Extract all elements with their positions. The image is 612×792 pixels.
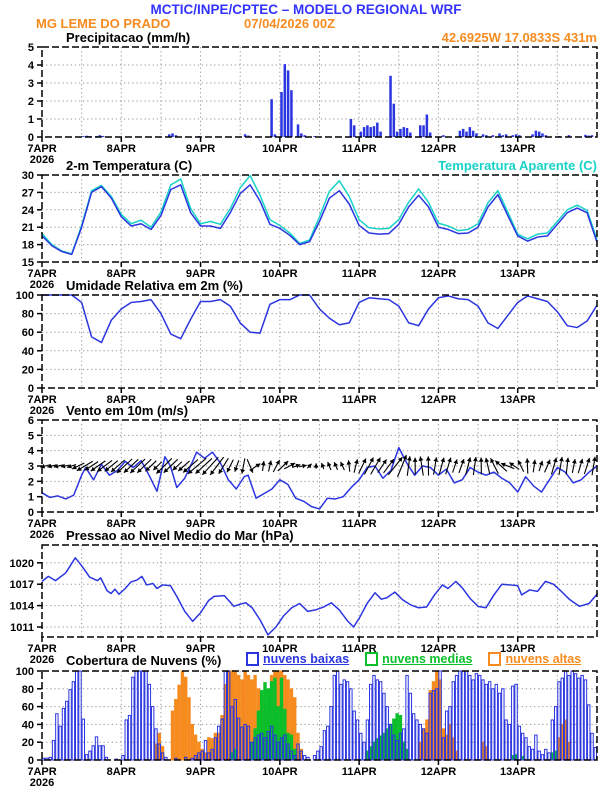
temp-xtick-label: 11APR [341, 268, 377, 280]
wind-xtick-label: 11APR [341, 518, 377, 530]
cloud-bar-nuvens-baixas [416, 720, 418, 760]
precip-ytick-label: 2 [27, 96, 34, 108]
cloud-bar-nuvens-baixas [330, 707, 332, 760]
cloud-bar-nuvens-baixas [465, 671, 467, 760]
wind-ytick-label: 1 [27, 491, 34, 504]
precip-bar [482, 134, 485, 137]
precip-bar [462, 129, 465, 137]
wind-arrow [340, 462, 344, 470]
cloud-bar-nuvens-baixas [492, 689, 494, 760]
panel-title-humidity: Umidade Relativa em 2m (%) [66, 278, 244, 293]
cloud-bar-nuvens-altas [178, 685, 180, 760]
precip-bar [379, 132, 382, 137]
precip-bar [376, 123, 379, 137]
cloud-bar-nuvens-baixas [462, 671, 464, 760]
cloud-bar-nuvens-altas [191, 724, 193, 760]
precip-bar [465, 132, 468, 137]
cloud-bar-nuvens-baixas [498, 693, 500, 760]
precip-bar [297, 124, 300, 137]
clouds-xtick-label: 12APR [420, 766, 457, 778]
rh-xtick-label: 10APR [262, 394, 298, 406]
cloud-bar-nuvens-baixas [317, 751, 319, 760]
cloud-bar-nuvens-baixas [475, 674, 477, 760]
cloud-bar-nuvens-baixas [92, 746, 94, 760]
temp-ytick-label: 21 [21, 222, 34, 235]
panel-wind [27, 415, 597, 541]
wind-arrow [72, 463, 84, 469]
precip-bar [284, 64, 287, 137]
wind-ytick-label: 3 [27, 461, 34, 473]
cloud-bar-nuvens-baixas [323, 731, 325, 760]
wind-arrow [495, 461, 507, 472]
rh-axes [16, 290, 536, 417]
wind-xtick-label: 10APR [262, 518, 298, 530]
rh-ytick-label: 0 [27, 383, 34, 395]
cloud-bar-nuvens-baixas [62, 708, 64, 760]
precip-bar [353, 125, 356, 137]
cloud-bar-nuvens-baixas [138, 671, 140, 760]
precip-bar [459, 131, 462, 137]
page-title: MCTIC/INPE/CPTEC – MODELO REGIONAL WRF [150, 2, 462, 17]
precip-ytick-label: 5 [27, 42, 34, 54]
precip-bar [280, 92, 283, 137]
panel-title-wind: Vento em 10m (m/s) [66, 403, 189, 418]
rh-xtick-label: 13APR [499, 394, 536, 406]
clouds-ytick-label: 60 [21, 701, 34, 714]
cloud-bar-nuvens-baixas [102, 746, 104, 760]
wind-xtick-label: 13APR [499, 518, 536, 530]
cloud-bar-nuvens-baixas [66, 701, 68, 760]
clouds-xtick-label: 8APR [106, 766, 136, 778]
cloud-bar-nuvens-baixas [360, 733, 362, 760]
cloud-bar-nuvens-baixas [581, 675, 583, 760]
temp-xtick-label: 7APR [27, 268, 57, 280]
pres-xtick-label: 7APR [27, 643, 57, 655]
pres-xtick-label: 11APR [341, 643, 377, 655]
cloud-bar-nuvens-baixas [82, 719, 84, 760]
temp-xtick-label: 9APR [185, 268, 216, 280]
precip-bar [363, 127, 366, 137]
cloud-bar-nuvens-baixas [412, 714, 414, 760]
wind-arrow [178, 461, 189, 471]
cloud-bar-nuvens-baixas [588, 705, 590, 760]
legend-label-nuvens-baixas: nuvens baixas [263, 652, 350, 666]
precip-ytick-label: 4 [27, 60, 34, 72]
pres-xtick-label: 8APR [106, 643, 136, 655]
cloud-bar-nuvens-altas [171, 711, 173, 760]
station-label: MG LEME DO PRADO [36, 16, 171, 31]
clouds-xtick-label: 11APR [341, 766, 377, 778]
pres-ytick-label: 1017 [9, 579, 34, 592]
cloud-bar-nuvens-baixas [327, 726, 329, 760]
cloud-bar-nuvens-baixas [531, 749, 533, 760]
cloud-bar-nuvens-baixas [535, 735, 537, 760]
precip-bar [350, 119, 353, 137]
panel-rh [16, 290, 597, 417]
precip-bar [389, 76, 392, 137]
panel-title-pressure: Pressao ao Nivel Medio do Mar (hPa) [66, 528, 294, 543]
pres-xtick-label: 9APR [185, 643, 216, 655]
precip-xtick-label: 11APR [341, 143, 377, 155]
cloud-bar-nuvens-baixas [353, 711, 355, 760]
wind-arrow [240, 458, 245, 473]
precip-bar [102, 136, 105, 137]
temp-ytick-label: 27 [21, 187, 34, 200]
precip-bar [535, 131, 538, 137]
pres-ytick-label: 1014 [9, 600, 34, 613]
temp-ytick-label: 15 [21, 257, 34, 269]
pres-xtick-label: 10APR [262, 643, 298, 655]
cloud-bar-nuvens-baixas [538, 751, 540, 760]
precip-bar [419, 125, 422, 137]
precip-bar [270, 99, 273, 137]
rh-data [42, 295, 597, 342]
panel-precip [27, 42, 597, 166]
cloud-bar-nuvens-baixas [346, 682, 348, 760]
temp-xtick-label: 12APR [420, 268, 457, 280]
precip-bar [426, 115, 429, 138]
panel-clouds [16, 666, 597, 789]
cloud-bar-nuvens-baixas [472, 680, 474, 760]
rh-xtick-label: 11APR [341, 394, 377, 406]
cloud-bar-nuvens-baixas [363, 742, 365, 760]
wind-ytick-label: 2 [27, 476, 34, 489]
cloud-bar-nuvens-baixas [515, 684, 517, 760]
cloud-bar-nuvens-baixas [333, 675, 335, 760]
rh-xtick-label: 9APR [185, 394, 216, 406]
apparent-temperature-label: Temperatura Aparente (C) [438, 158, 597, 173]
cloud-bar-nuvens-baixas [128, 716, 130, 761]
cloud-bar-nuvens-baixas [320, 747, 322, 760]
precip-xtick-label: 12APR [420, 143, 457, 155]
precip-xtick-label: 13APR [499, 143, 536, 155]
legend-label-nuvens-medias: nuvens medias [382, 652, 473, 666]
wind-arrow [307, 464, 312, 469]
cloud-bar-nuvens-baixas [356, 720, 358, 760]
precip-bar [393, 104, 396, 137]
cloud-bar-nuvens-baixas [125, 720, 127, 760]
pres-year-label: 2026 [29, 654, 55, 666]
cloud-bar-nuvens-baixas [69, 690, 71, 760]
wind-arrow [545, 460, 551, 473]
cloud-bar-nuvens-baixas [502, 689, 504, 760]
precip-bar [396, 132, 399, 137]
precip-ytick-label: 0 [27, 132, 34, 144]
precip-bar [442, 135, 445, 137]
wind-arrow [54, 464, 63, 469]
temp-xtick-label: 13APR [499, 268, 536, 280]
pres-ytick-label: 1020 [9, 557, 34, 570]
pres-axes [10, 558, 536, 666]
temp-ytick-label: 30 [21, 170, 34, 182]
cloud-bar-nuvens-baixas [145, 671, 147, 760]
precip-grid [42, 47, 597, 137]
wind-xtick-label: 12APR [420, 518, 457, 530]
precip-bar [422, 125, 425, 137]
cloud-bar-nuvens-baixas [132, 677, 134, 760]
wind-ytick-label: 0 [27, 507, 34, 519]
cloud-bar-nuvens-baixas [459, 671, 461, 760]
cloud-bar-nuvens-baixas [591, 733, 593, 760]
cloud-bar-nuvens-baixas [99, 746, 101, 760]
panel-temp [22, 170, 597, 291]
wind-xtick-label: 7APR [27, 518, 57, 530]
cloud-bar-nuvens-baixas [574, 674, 576, 760]
panel-title-precipitation: Precipitacao (mm/h) [66, 30, 191, 45]
precip-xtick-label: 7APR [27, 143, 57, 155]
wind-arrow [459, 459, 465, 473]
panel-pres [10, 545, 597, 666]
precip-bar [492, 135, 495, 137]
cloud-bar-nuvens-baixas [455, 675, 457, 760]
cloud-bar-nuvens-baixas [518, 726, 520, 760]
wind-xtick-label: 8APR [106, 518, 136, 530]
clouds-xtick-label: 7APR [27, 766, 57, 778]
cloud-bar-nuvens-baixas [350, 689, 352, 760]
cloud-bar-nuvens-baixas [135, 671, 137, 760]
cloud-bar-nuvens-baixas [85, 755, 87, 760]
cloud-bar-nuvens-baixas [469, 675, 471, 760]
cloud-bar-nuvens-baixas [545, 749, 547, 760]
rh-year-label: 2026 [29, 405, 55, 417]
cloud-bar-nuvens-baixas [122, 756, 124, 760]
precip-bar [472, 131, 475, 137]
precip-bar [538, 132, 541, 137]
precip-ytick-label: 3 [27, 78, 34, 90]
cloud-bar-nuvens-baixas [79, 671, 81, 760]
cloud-bar-nuvens-baixas [340, 684, 342, 760]
cloud-bar-nuvens-baixas [89, 751, 91, 760]
wind-arrow [234, 460, 239, 471]
wind-data [40, 448, 597, 509]
temp-line [42, 185, 597, 255]
temp-ytick-label: 24 [21, 204, 34, 217]
precip-bar [360, 132, 363, 137]
wind-ytick-label: 4 [27, 445, 34, 458]
pres-xtick-label: 12APR [420, 643, 457, 655]
cloud-bar-nuvens-baixas [336, 671, 338, 760]
temp-ytick-label: 18 [21, 239, 34, 252]
clouds-xtick-label: 9APR [185, 766, 216, 778]
precip-bar [369, 127, 372, 137]
cloud-bar-nuvens-baixas [151, 707, 153, 760]
wind-xtick-label: 9APR [185, 518, 216, 530]
precip-bar [373, 126, 376, 137]
cloud-bar-nuvens-altas [188, 698, 190, 760]
cloud-bar-nuvens-altas [185, 677, 187, 760]
cloud-bar-nuvens-baixas [578, 678, 580, 760]
cloud-bar-nuvens-baixas [525, 738, 527, 760]
cloud-bar-nuvens-altas [181, 671, 183, 760]
clouds-ytick-label: 0 [27, 755, 34, 767]
model-run-label: 07/04/2026 00Z [244, 16, 336, 31]
temp-xtick-label: 10APR [262, 268, 298, 280]
cloud-bar-nuvens-baixas [406, 675, 408, 760]
clouds-year-label: 2026 [29, 777, 55, 789]
wind-ytick-label: 5 [27, 430, 34, 443]
wind-arrow [578, 459, 583, 473]
legend-label-nuvens-altas: nuvens altas [505, 652, 582, 666]
cloud-bar-nuvens-baixas [409, 693, 411, 760]
precip-bar [82, 136, 85, 137]
precip-year-label: 2026 [29, 154, 55, 166]
wind-ytick-label: 6 [27, 415, 34, 427]
clouds-xtick-label: 13APR [499, 766, 536, 778]
cloud-bar-nuvens-baixas [142, 671, 144, 760]
cloud-bar-nuvens-baixas [148, 684, 150, 760]
precip-xtick-label: 8APR [106, 143, 136, 155]
pres-xtick-label: 13APR [499, 643, 536, 655]
precip-xtick-label: 9APR [185, 143, 216, 155]
precip-bar [469, 127, 472, 137]
temp-year-label: 2026 [29, 279, 55, 291]
wind-arrow [261, 461, 266, 471]
rh-line [42, 295, 597, 342]
clouds-ytick-label: 40 [21, 719, 34, 732]
wind-arrow [321, 463, 325, 469]
pres-grid [42, 545, 597, 637]
precip-bar [399, 129, 402, 137]
cloud-bar-nuvens-baixas [505, 720, 507, 760]
rh-xtick-label: 7APR [27, 394, 57, 406]
cloud-bar-nuvens-baixas [528, 747, 530, 760]
cloud-bar-nuvens-baixas [75, 671, 77, 760]
cloud-bar-nuvens-altas [175, 699, 177, 760]
cloud-bar-nuvens-baixas [72, 682, 74, 760]
cloud-bar-nuvens-baixas [541, 755, 543, 760]
clouds-xtick-label: 10APR [262, 766, 298, 778]
rh-ytick-label: 80 [21, 308, 34, 321]
cloud-bar-nuvens-baixas [479, 675, 481, 760]
rh-ytick-label: 100 [15, 290, 34, 302]
rh-ytick-label: 40 [21, 345, 34, 358]
wind-arrow [426, 456, 431, 475]
pres-ytick-label: 1011 [10, 622, 34, 635]
rh-xtick-label: 8APR [106, 394, 136, 406]
precip-bar [402, 127, 405, 137]
cloud-bar-nuvens-baixas [571, 671, 573, 760]
clouds-ytick-label: 80 [21, 683, 34, 696]
clouds-ytick-label: 20 [21, 737, 34, 750]
precip-xtick-label: 10APR [262, 143, 298, 155]
wind-arrow [532, 460, 537, 473]
cloud-bar-nuvens-baixas [343, 680, 345, 760]
precip-ytick-label: 1 [27, 114, 34, 126]
rh-ytick-label: 60 [21, 327, 34, 340]
cloud-bar-nuvens-baixas [52, 740, 54, 760]
panel-title-temperature: 2-m Temperatura (C) [66, 158, 193, 173]
cloud-bar-nuvens-baixas [56, 714, 58, 760]
cloud-bar-nuvens-baixas [488, 682, 490, 760]
wind-arrow [253, 464, 260, 469]
precip-bar [366, 125, 369, 137]
cloud-bar-nuvens-baixas [594, 748, 596, 760]
panel-title-clouds: Cobertura de Nuvens (%) [66, 653, 222, 668]
cloud-bar-nuvens-baixas [584, 680, 586, 760]
cloud-bar-nuvens-baixas [95, 737, 97, 760]
precip-bar [406, 128, 409, 137]
wind-arrow [327, 462, 331, 470]
temp-xtick-label: 8APR [106, 268, 136, 280]
precip-bar [290, 90, 293, 137]
precip-bar [287, 70, 290, 137]
rh-ytick-label: 20 [21, 364, 34, 377]
cloud-bar-nuvens-baixas [59, 726, 61, 760]
rh-xtick-label: 12APR [420, 394, 457, 406]
wind-axes [27, 415, 535, 541]
cloud-bar-nuvens-baixas [495, 684, 497, 760]
cloud-bar-nuvens-baixas [512, 686, 514, 760]
wind-year-label: 2026 [29, 529, 55, 541]
cloud-bar-nuvens-baixas [548, 753, 550, 760]
wind-arrow [525, 458, 530, 473]
location-label: 42.6925W 17.0833S 431m [441, 30, 597, 45]
clouds-ytick-label: 100 [15, 666, 34, 678]
